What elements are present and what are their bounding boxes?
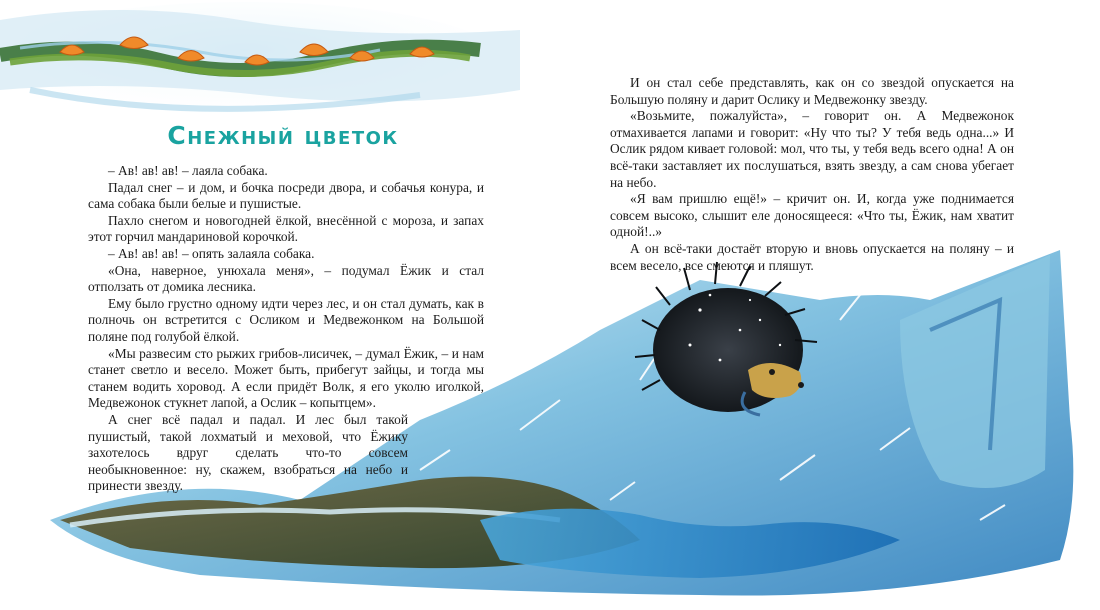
paragraph: Падал снег – и дом, и бочка посреди двора, и собачья конура, и сама собака были белые и пушистые. [88, 179, 484, 212]
paragraph: Ему было грустно одному идти через лес, и он стал думать, как в полночь он встретится с Осликом и Медвежонком на Большой поляне под голубой ёлкой. [88, 295, 484, 344]
story-title: Снежный цветок [167, 121, 399, 150]
paragraph: Пахло снегом и новогодней ёлкой, внесённой с мороза, и запах этот горчил мандариновой корочкой. [88, 212, 484, 245]
paragraph: И он стал себе представлять, как он со звездой опускается на Большую поляну и дарит Ослику и Медвежонку звезду. [610, 75, 1014, 107]
paragraph: – Ав! ав! ав! – опять залаяла собака. [108, 245, 315, 261]
right-page-text [610, 75, 1014, 274]
paragraph: А он всё-таки достаёт вторую и вновь опускается на поляну – и всем весело, все смеются и пляшут. [610, 240, 1014, 273]
left-page-text [88, 163, 484, 495]
paragraph: А снег всё падал и падал. И лес был такой пушистый, такой лохматый и меховой, что Ёжику захотелось вдруг сделать что-то совсем необыкновенное: ну, скажем, взобраться на небо и принести звезду. [88, 411, 408, 494]
paragraph: – Ав! ав! ав! – лаяла собака. [108, 163, 268, 178]
paragraph: «Я вам пришлю ещё!» – кричит он. И, когда уже поднимается совсем высоко, слышит еле доносящееся: «Что ты, Ёжик, нам хватит одной!..» [610, 191, 1014, 240]
paragraph: «Мы развесим сто рыжих грибов-лисичек, – думал Ёжик, – и нам станет светло и весело. Может быть, прибегут зайцы, и тогда мы станем водить хоровод. А если придёт Волк, я его уколю иголкой, Медвежонок стукнет лапой, а Ослик – копытцем». [88, 345, 484, 411]
paragraph: «Возьмите, пожалуйста», – говорит он. А Медвежонок отмахивается лапами и говорит: «Ну что ты? У тебя ведь одна...» И Ослик рядом кивает головой: мол, что ты, у тебя ведь всего одна! А он всё-таки заставляет их послушаться, взять звезду, а сам снова убегает на небо. [610, 108, 1014, 190]
paragraph: «Она, наверное, унюхала меня», – подумал Ёжик и стал отползать от домика лесника. [88, 262, 484, 295]
garland-illustration [0, 2, 520, 122]
